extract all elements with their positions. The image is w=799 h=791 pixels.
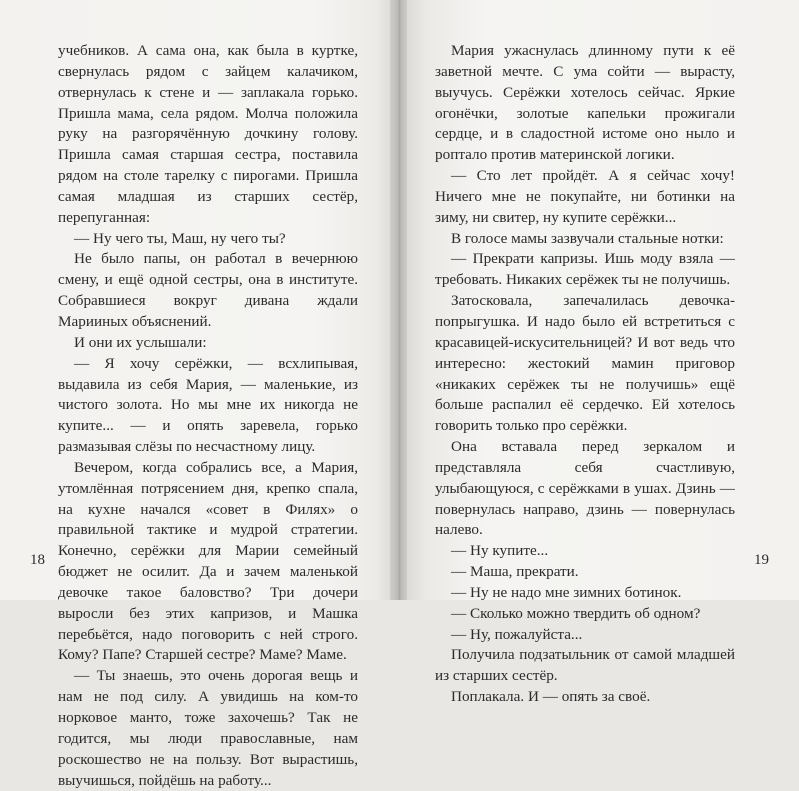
paragraph: — Я хочу серёжки, — всхлипывая, выдавила из себя Мария, — маленькие, из чистого золота. Но мы мне их никогда не купите... — и опять заревела, горько размазывая слёзы по несчастному лицу. <box>58 354 358 456</box>
paragraph: учебников. А сама она, как была в куртке, свернулась рядом с зайцем калачиком, отвернулась к стене и — заплакала горько. Пришла мама, села рядом. Молча положила руку на разгорячённую дочкину голову. Пришла самая старшая сестра, поставила рядом на столе тарелку с пирогами. Пришла самая младшая из старших сестёр, перепуганная: <box>58 42 358 226</box>
paragraph: — Прекрати капризы. Ишь моду взяла — требовать. Никаких серёжек ты не получишь. <box>435 250 735 289</box>
paragraph: — Ну, пожалуйста... <box>451 625 583 643</box>
paragraph: В голосе мамы зазвучали стальные нотки: <box>451 229 724 247</box>
page-number: 19 <box>754 552 769 568</box>
paragraph: Она вставала перед зеркалом и представляла себя счастливую, улыбающуюся, с серёжками в ушах. Дзинь — повернулась направо, дзинь — повернулась налево. <box>435 438 735 539</box>
right-page <box>407 0 799 706</box>
page-number: 18 <box>30 552 45 568</box>
paragraph: — Ну не надо мне зимних ботинок. <box>451 583 682 601</box>
paragraph: — Ты знаешь, это очень дорогая вещь и нам не под силу. А увидишь на ком-то норковое манто, тоже захочешь? Так не годится, мы люди православные, нам роскошество не на пользу. Вот вырастишь, выучишься, пойдёшь на работу... <box>58 667 358 789</box>
paragraph: — Маша, прекрати. <box>451 563 579 581</box>
left-page-text <box>58 41 358 791</box>
paragraph: Затосковала, запечалилась девочка-попрыгушка. И надо было ей встретиться с красавицей-искусительницей? И вот ведь что интересно: жестокий мамин приговор «никаких серёжек ты не получишь» ещё больше распалил её сердечко. Ей хотелось говорить только про серёжки. <box>435 292 735 435</box>
paragraph: — Сто лет пройдёт. А я сейчас хочу! Ничего мне не покупайте, ни ботинки на зиму, ни свитер, ну купите серёжки... <box>435 167 735 226</box>
right-page-text <box>435 41 735 708</box>
paragraph: Вечером, когда собрались все, а Мария, утомлённая потрясением дня, крепко спала, на кухне начался «совет в Филях» о правильной тактике и мудрой стратегии. Конечно, серёжки для Марии семейный бюджет не осилит. Да и зачем маленькой девочке такое баловство? Три дочери выросли без этих капризов, и Машка перебьётся, надо поговорить с ней строго. Кому? Папе? Старшей сестре? Маме? Маме. <box>58 458 358 664</box>
paragraph: Поплакала. И — опять за своё. <box>451 688 651 706</box>
paragraph: — Сколько можно твердить об одном? <box>451 604 701 622</box>
paragraph: — Ну купите... <box>451 542 549 560</box>
paragraph: И они их услышали: <box>74 333 207 351</box>
paragraph: — Ну чего ты, Маш, ну чего ты? <box>74 229 286 247</box>
left-page <box>0 0 392 789</box>
paragraph: Получила подзатыльник от самой младшей из старших сестёр. <box>435 646 735 685</box>
paragraph: Не было папы, он работал в вечернюю смену, и ещё одной сестры, она в институте. Собравшиеся вокруг дивана ждали Марииных объяснений. <box>58 250 358 330</box>
paragraph: Мария ужаснулась длинному пути к её заветной мечте. С ума сойти — вырасту, выучусь. Серёжки хотелось сейчас. Яркие огонёчки, золотые капельки прожигали сердце, и в сладостной истоме оно ныло и роптало против материнской логики. <box>435 42 735 164</box>
